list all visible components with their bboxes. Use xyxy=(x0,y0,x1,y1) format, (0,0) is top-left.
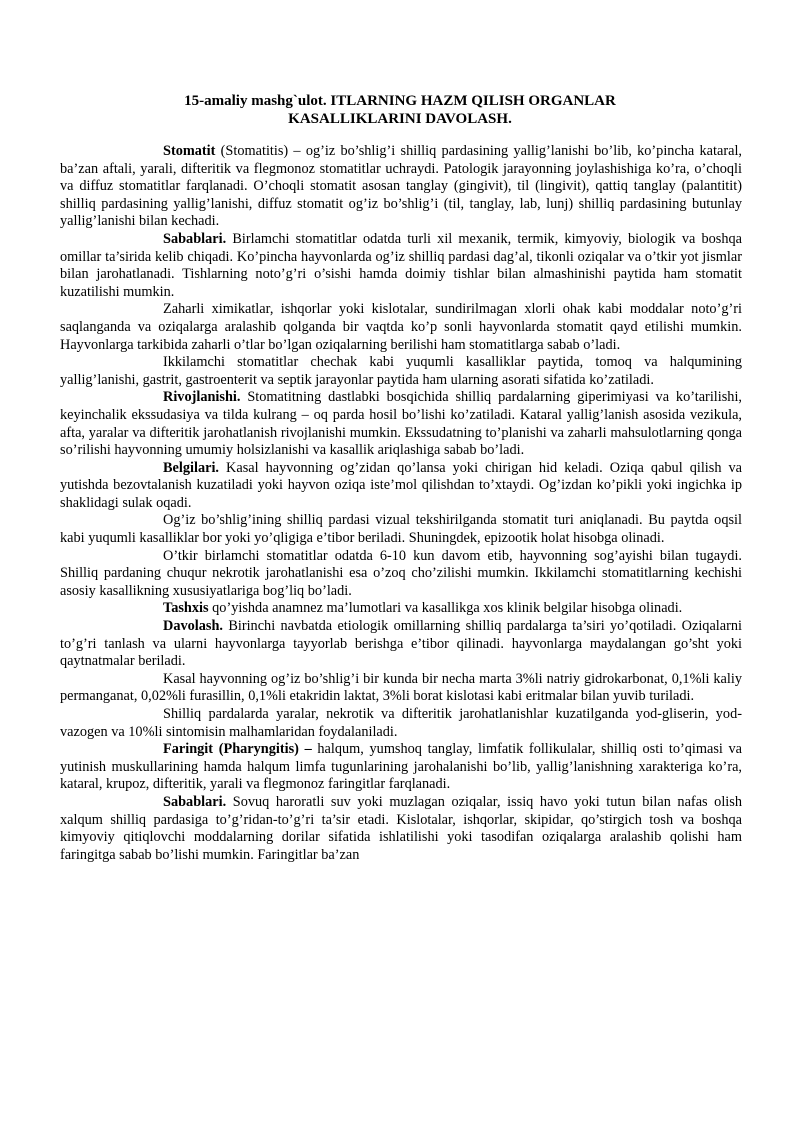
paragraph-text: O’tkir birlamchi stomatitlar odatda 6-10 kun davom etib, hayvonning sog’ayishi bilan tugaydi. Shilliq pardaning chuqur nekrotik jarohatlanishi esa o’zoq cho’zilishi mumkin. Ikkilamchi stomatitlarning kechishi asosiy kasallikning xususiyatlariga bog’liq bo’ladi. xyxy=(60,547,742,599)
paragraph xyxy=(60,794,742,864)
paragraph-text: Birlamchi stomatitlar odatda turli xil mexanik, termik, kimyoviy, biologik va boshqa omillar ta’sirida kelib chiqadi. Ko’pincha hayvonlarda og’iz shilliq pardasi dag’al, tikonli oziqalar va o’tkir yot jismlar bilan jarohatlanadi. Tishlarning noto’g’ri o’sishi hamda doimiy tishlar bilan almashinishi paytida ham stomatit kuzatilishi mumkin. xyxy=(60,230,742,300)
title-line-2: KASALLIKLARINI DAVOLASH. xyxy=(288,111,512,127)
paragraph-heading: Belgilari. xyxy=(163,459,219,476)
document-body xyxy=(60,143,742,864)
paragraph-text: Zaharli ximikatlar, ishqorlar yoki kislotalar, sundirilmagan xlorli ohak kabi moddalar noto’g’ri saqlanganda va oziqalarga aralashib qolganda bir vaqtda ko’p sonli hayvonlarda stomatit qayd etilishi mumkin. Hayvonlarga tarkibida zaharli o’tlar bo’lgan oziqalarning berilishi ham stomatitlarga sabab o’ladi. xyxy=(60,301,742,353)
paragraph xyxy=(60,600,742,618)
paragraph-text: qo’yishda anamnez ma’lumotlari va kasallikga xos klinik belgilar hisobga olinadi. xyxy=(208,600,683,617)
paragraph-text: Stomatitning dastlabki bosqichida shilliq pardalarning giperimiyasi va ko’tarilishi, keyinchalik ekssudasiya va tilda kulrang – oq parda hosil bo’lishi ko’zatiladi. Kataral yallig’lanish asosida vezikula, afta, yaralar va difteritik jarohatlanish rivojlanishi mumkin. Ekssudatning to’planishi va zaharli mahsulotlarning qonga so’rilishi hayvonning umumiy holsizlanishi va kasallik ariqlashiga sabab bo’ladi. xyxy=(60,389,742,459)
paragraph-heading: Faringit (Pharyngitis) – xyxy=(163,741,312,758)
paragraph-text: Og’iz bo’shlig’ining shilliq pardasi vizual tekshirilganda stomatit turi aniqlanadi. Bu paytda oqsil kabi yuqumli kasalliklar bor yoki yo’qligiga e’tibor beriladi. Shuningdek, epizootik holat hisobga olinadi. xyxy=(60,512,742,547)
paragraph-text: (Stomatitis) – og’iz bo’shlig’i shilliq pardasining yallig’lanishi bo’lib, ko’pincha kataral, ba’zan aftali, yarali, difteritik va flegmonoz stomatitlar uchraydi. Patologik jarayonning joylashishiga ko’ra, o’choqli va diffuz stomatitlar farqlanadi. O’choqli stomatit asosan tanglay (gingivit), til (lingivit), qattiq tanglay (palantitit) shilliq pardasining yallig’lanishi, diffuz stomatit og’iz bo’shlig’i (til, tanglay, lab, lunj) shilliq pardasining butunlay yallig’lanishi bilan kechadi. xyxy=(60,143,742,230)
paragraph-text: Kasal hayvonning og’iz bo’shlig’i bir kunda bir necha marta 3%li natriy gidrokarbonat, 0,1%li kaliy permanganat, 0,02%li furasillin, 0,1%li etakridin laktat, 3%li borat kislotasi kabi eritmalar bilan yuvib turiladi. xyxy=(60,670,742,705)
paragraph xyxy=(60,460,742,513)
paragraph-text: Kasal hayvonning og’zidan qo’lansa yoki chirigan hid keladi. Oziqa qabul qilish va yutishda bezovtalanish kuzatiladi yoki hayvon oziqa iste’mol qilishdan to’xtaydi. Og’izdan ko’pikli yoki ingichka ip shaklidagi sulak oqadi. xyxy=(60,459,742,511)
paragraph xyxy=(60,231,742,301)
page-title xyxy=(60,92,740,128)
paragraph-heading: Sabablari. xyxy=(163,230,227,247)
paragraph-text: Birinchi navbatda etiologik omillarning shilliq pardalarga ta’siri yo’qotiladi. Oziqalarni to’g’ri tanlash va ularni hayvonlarga tayyorlab berishga e’tibor qilinadi. hayvonlarga maydalangan go’sht yoki qaytnatmalar beriladi. xyxy=(60,618,742,670)
paragraph xyxy=(60,618,742,671)
paragraph xyxy=(60,301,742,354)
paragraph-text: Ikkilamchi stomatitlar chechak kabi yuqumli kasalliklar paytida, tomoq va halqumining yallig’lanishi, gastrit, gastroenterit va septik jarayonlar paytida ham ularning asorati sifatida ko’zatiladi. xyxy=(60,354,742,388)
paragraph-heading: Rivojlanishi. xyxy=(163,389,241,406)
paragraph xyxy=(60,354,742,389)
paragraph-heading: Davolash. xyxy=(163,618,223,635)
paragraph xyxy=(60,741,742,794)
paragraph xyxy=(60,143,742,231)
paragraph-heading: Stomatit xyxy=(163,143,216,159)
paragraph xyxy=(60,389,742,459)
paragraph-heading: Sabablari. xyxy=(163,793,227,810)
paragraph-heading: Tashxis xyxy=(163,600,209,617)
paragraph-text: halqum, yumshoq tanglay, limfatik follikulalar, shilliq osti to’qimasi va yutinish muskullarining hamda halqum limfa tugunlarining jarohalanishi bo’lib, yallig’lanishning xarakteriga ko’ra, kataral, krupoz, difteritik, yarali va flegmonoz faringitlar farqlanadi. xyxy=(60,741,743,793)
paragraph xyxy=(60,512,742,547)
paragraph xyxy=(60,548,742,601)
title-line-1: 15-amaliy mashg`ulot. ITLARNING HAZM QILISH ORGANLAR xyxy=(184,93,616,109)
paragraph-text: Shilliq pardalarda yaralar, nekrotik va difteritik jarohatlanishlar kuzatilganda yod-gliserin, yod-vazogen va 10%li sintomisin malhamlaridan foydalaniladi. xyxy=(60,706,742,740)
paragraph xyxy=(60,671,742,706)
paragraph xyxy=(60,706,742,741)
paragraph-text: Sovuq haroratli suv yoki muzlagan oziqalar, issiq havo yoki tutun bilan nafas olish xalqum shilliq pardasiga to’g’ridan-to’g’ri ta’sir etadi. Kislotalar, ishqorlar, skipidar, qo’stirgich tosh va boshqa kimyoviy qitiqlovchi moddalarning dorilar sifatida ishlatilishi yoki tasodifan oziqalarga aralashib qolishi ham faringitga sabab bo’lishi mumkin. Faringitlar ba’zan xyxy=(60,793,742,863)
